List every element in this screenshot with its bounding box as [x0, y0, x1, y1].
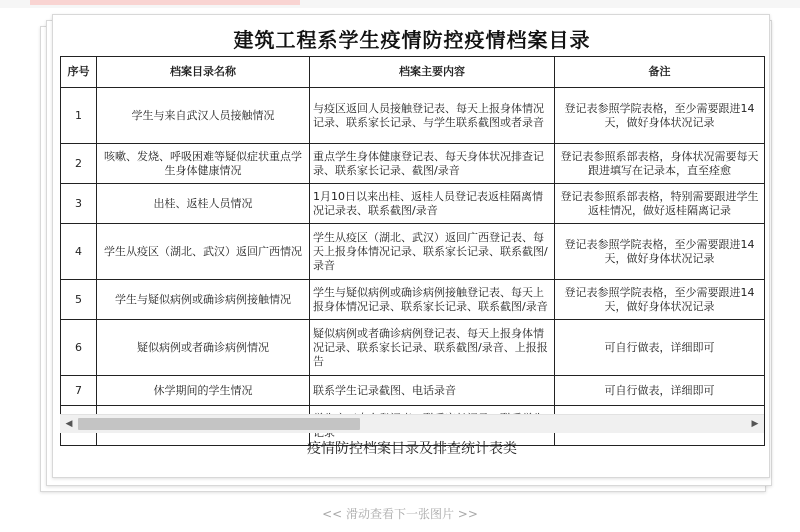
scroll-left-arrow-icon[interactable]: ◀	[65, 419, 73, 429]
cell-name: 疑似病例或者确诊病例情况	[97, 320, 310, 376]
table-row	[61, 224, 765, 280]
cell-content: 1月10日以来出桂、返桂人员登记表返桂隔离情况记录表、联系截图/录音	[310, 184, 555, 224]
table-row	[61, 280, 765, 320]
table-header-row	[61, 57, 765, 88]
cell-name: 休学期间的学生情况	[97, 376, 310, 406]
cell-content: 疑似病例或者确诊病例登记表、每天上报身体情况记录、联系家长记录、联系截图/录音、上报报告	[310, 320, 555, 376]
table-row	[61, 184, 765, 224]
table-row	[61, 320, 765, 376]
table-row	[61, 376, 765, 406]
cell-no: 5	[61, 280, 97, 320]
top-accent-bar	[30, 0, 300, 5]
horizontal-scrollbar[interactable]	[60, 414, 764, 433]
cell-note: 登记表参照系部表格，身体状况需要每天跟进填写在记录本，直至痊愈	[555, 144, 765, 184]
header-note: 备注	[555, 57, 765, 88]
header-name: 档案目录名称	[97, 57, 310, 88]
cell-no: 3	[61, 184, 97, 224]
cell-note: 可自行做表，详细即可	[555, 320, 765, 376]
header-no: 序号	[61, 57, 97, 88]
cell-content: 重点学生身体健康登记表、每天身体状况排查记录、联系家长记录、截图/录音	[310, 144, 555, 184]
cell-name: 学生与疑似病例或确诊病例接触情况	[97, 280, 310, 320]
cell-name: 学生从疫区（湖北、武汉）返回广西情况	[97, 224, 310, 280]
image-caption: 疫情防控档案目录及排查统计表类	[307, 441, 517, 457]
cell-name: 出桂、返桂人员情况	[97, 184, 310, 224]
cell-note: 登记表参照学院表格，至少需要跟进14天，做好身体状况记录	[555, 88, 765, 144]
scrollbar-thumb[interactable]	[78, 418, 360, 430]
cell-note: 可自行做表，详细即可	[555, 376, 765, 406]
cell-no: 7	[61, 376, 97, 406]
cell-name: 学生与来自武汉人员接触情况	[97, 88, 310, 144]
archive-table	[60, 56, 765, 446]
cell-no: 2	[61, 144, 97, 184]
cell-note: 登记表参照学院表格，至少需要跟进14天，做好身体状况记录	[555, 280, 765, 320]
cell-content: 联系学生记录截图、电话录音	[310, 376, 555, 406]
top-strip	[0, 0, 800, 8]
header-content: 档案主要内容	[310, 57, 555, 88]
cell-no: 4	[61, 224, 97, 280]
cell-content: 与疫区返回人员接触登记表、每天上报身体情况记录、联系家长记录、与学生联系截图或者录音	[310, 88, 555, 144]
scroll-right-arrow-icon[interactable]: ▶	[751, 419, 759, 429]
table-viewport[interactable]	[60, 22, 764, 414]
cell-note: 登记表参照学院表格，至少需要跟进14天，做好身体状况记录	[555, 224, 765, 280]
table-row	[61, 88, 765, 144]
cell-no: 1	[61, 88, 97, 144]
document-title: 建筑工程系学生疫情防控疫情档案目录	[233, 28, 591, 52]
table-row	[61, 144, 765, 184]
swipe-hint[interactable]: << 滑动查看下一张图片 >>	[322, 507, 478, 521]
cell-name: 咳嗽、发烧、呼吸困难等疑似症状重点学生身体健康情况	[97, 144, 310, 184]
cell-note: 登记表参照系部表格，特别需要跟进学生返桂情况，做好返桂隔离记录	[555, 184, 765, 224]
cell-content: 学生从疫区（湖北、武汉）返回广西登记表、每天上报身体情况记录、联系家长记录、联系截图/录音	[310, 224, 555, 280]
cell-no: 6	[61, 320, 97, 376]
cell-content: 学生与疑似病例或确诊病例接触登记表、每天上报身体情况记录、联系家长记录、联系截图/录音	[310, 280, 555, 320]
